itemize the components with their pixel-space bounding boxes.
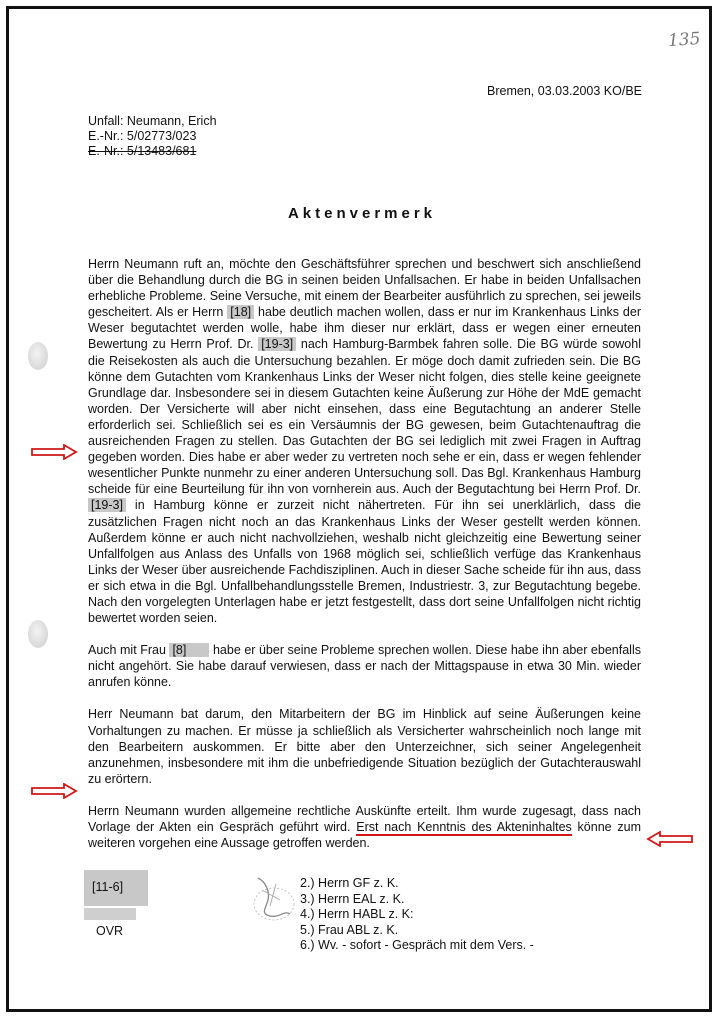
paragraph-2 [88, 642, 641, 690]
paragraph-2-part-1: Auch mit Frau [88, 643, 166, 658]
paragraph-1-part-1: Herrn Neumann ruft an, möchte den Geschäftsführer sprechen und beschwert sich anschließend über die Behandlung durch die BG in seinen beiden Unfallsachen. Er habe in beiden Unfallsachen erhebliche Probleme. Seine Versuche, mit einem der Bearbeiter ausführlich zu sprechen, sei jeweils gescheitert. Als er Herrn [88, 257, 641, 320]
distribution-item: 5.) Frau ABL z. K. [300, 922, 399, 937]
paragraph-4 [88, 803, 641, 851]
paragraph-2-part-2: habe er über seine Probleme sprechen wollen. Diese habe ihn aber ebenfalls nicht angehört. Sie habe darauf verwiesen, dass er nach der Mittagspause in etwa 30 Min. wieder anrufen könne. [88, 643, 641, 690]
signer-role: OVR [96, 924, 124, 938]
redaction-8: [8] [169, 643, 209, 657]
redaction-19-3-b: [19-3] [88, 498, 126, 512]
paragraph-1-part-4: in Hamburg könne er zurzeit nicht nähertreten. Für ihn sei unerklärlich, dass die zusätzlichen Fragen nicht noch an das Krankenhaus Links der Weser gestellt werden können. Außerdem könne er auch nicht nachvollziehen, weshalb nicht gleichzeitig eine Bewertung seiner Unfallfolgen aus Anlass des Unfalls von 1968 möglich sei, schließlich verfüge das Krankenhaus Links der Weser über ausreichende Fachdisziplinen. Auch in dieser Sache scheide für ihn aus, dass er sich etwa in die Bgl. Unfallbehandlungsstelle Bremen, Industriestr. 3, zur Begutachtung begebe. Nach den vorgelegten Unterlagen habe er jetzt festgestellt, dass dort seine Unfallfolgen nicht richtig bewertet worden seien. [88, 498, 642, 626]
paragraph-4-part-3: könne zum weiteren vorgehen eine Aussage getroffen werden. [88, 820, 641, 851]
distribution-list [300, 876, 534, 954]
signature-redaction-2 [84, 908, 136, 920]
redaction-18: [18] [227, 305, 254, 319]
signature-redaction-label: [11-6] [92, 880, 124, 894]
document-title: Aktenvermerk [287, 205, 437, 222]
distribution-item: 2.) Herrn GF z. K. [300, 876, 399, 890]
reference-number-1: E.-Nr.: 5/02773/023 [88, 129, 197, 143]
date-line: Bremen, 03.03.2003 KO/BE [487, 84, 642, 98]
signature-redaction [84, 870, 148, 906]
margin-arrow-left [646, 831, 694, 847]
memo-body [88, 256, 641, 867]
initials-stamp [240, 870, 304, 932]
underlined-phrase: Erst nach Kenntnis des Akteninhaltes [356, 820, 572, 834]
accident-name: Unfall: Neumann, Erich [88, 114, 217, 128]
distribution-item: 4.) Herrn HABL z. K: [300, 907, 414, 921]
paragraph-1-part-3: nach Hamburg-Barmbek fahren solle. Die BG würde sowohl die Reisekosten als auch die Untersuchung bezahlen. Er möge doch damit zufrieden sein. Die BG könne dem Gutachten vom Krankenhaus Links der Weser nicht folgen, dies stelle keine geeignete Grundlage dar. Insbesondere sei in diesem Gutachten keine Äußerung zur Höhe der MdE gemacht worden. Der Versicherte will aber nicht einsehen, dass eine Begutachtung an anderer Stelle erforderlich sei. Schließlich sei es ein Versäumnis der BG gewesen, beim Gutachtenauftrag die ausreichenden Fragen zu stellen. Das Gutachten der BG sei lediglich mit zwei Fragen in Auftrag gegeben worden. Dies habe er aber weder zu vertreten noch sehe er ein, dass er wegen fehlender wesentlicher Punkte nunmehr zu einer anderen Untersuchung soll. Das Bgl. Krankenhaus Hamburg scheide für eine Beurteilung für ihn von vornherein aus. Auch der Begutachtung bei Herrn Prof. Dr. [88, 337, 641, 497]
punch-hole-bottom [28, 620, 48, 648]
paragraph-4-part-1: Herrn Neumann wurden allgemeine rechtliche Auskünfte erteilt. Ihm wurde zugesagt, dass nach Vorlage der Akten ein Gespräch geführt wird. [88, 803, 641, 834]
paragraph-1 [88, 256, 641, 626]
redaction-19-3-a: [19-3] [258, 337, 296, 351]
subject-block [88, 114, 217, 159]
reference-number-2: E.-Nr.: 5/13483/681 [88, 144, 197, 158]
handwritten-page-number: 135 [667, 28, 702, 52]
margin-arrow-right-2 [30, 783, 78, 799]
paragraph-1-part-2: habe deutlich machen wollen, dass er nur im Krankenhaus Links der Weser begutachtet werden wolle, habe ihm dieser nur erklärt, dass er wegen einer erneuten Bewertung zu Herrn Prof. Dr. [88, 305, 641, 352]
paragraph-3: Herr Neumann bat darum, den Mitarbeitern der BG im Hinblick auf seine Äußerungen keine Vorhaltungen zu machen. Er müsse ja schließlich als Versicherter wahrscheinlich noch lange mit den Bearbeitern auskommen. Er bitte aber den Unterzeichner, sich seiner Angelegenheit anzunehmen, insbesondere mit ihm die unbefriedigende Situation bezüglich der Gutachterauswahl zu erörtern. [88, 707, 641, 786]
distribution-item: 6.) Wv. - sofort - Gespräch mit dem Vers. - [300, 938, 534, 952]
distribution-item: 3.) Herrn EAL z. K. [300, 891, 405, 906]
punch-hole-top [28, 342, 48, 370]
margin-arrow-right-1 [30, 444, 78, 460]
